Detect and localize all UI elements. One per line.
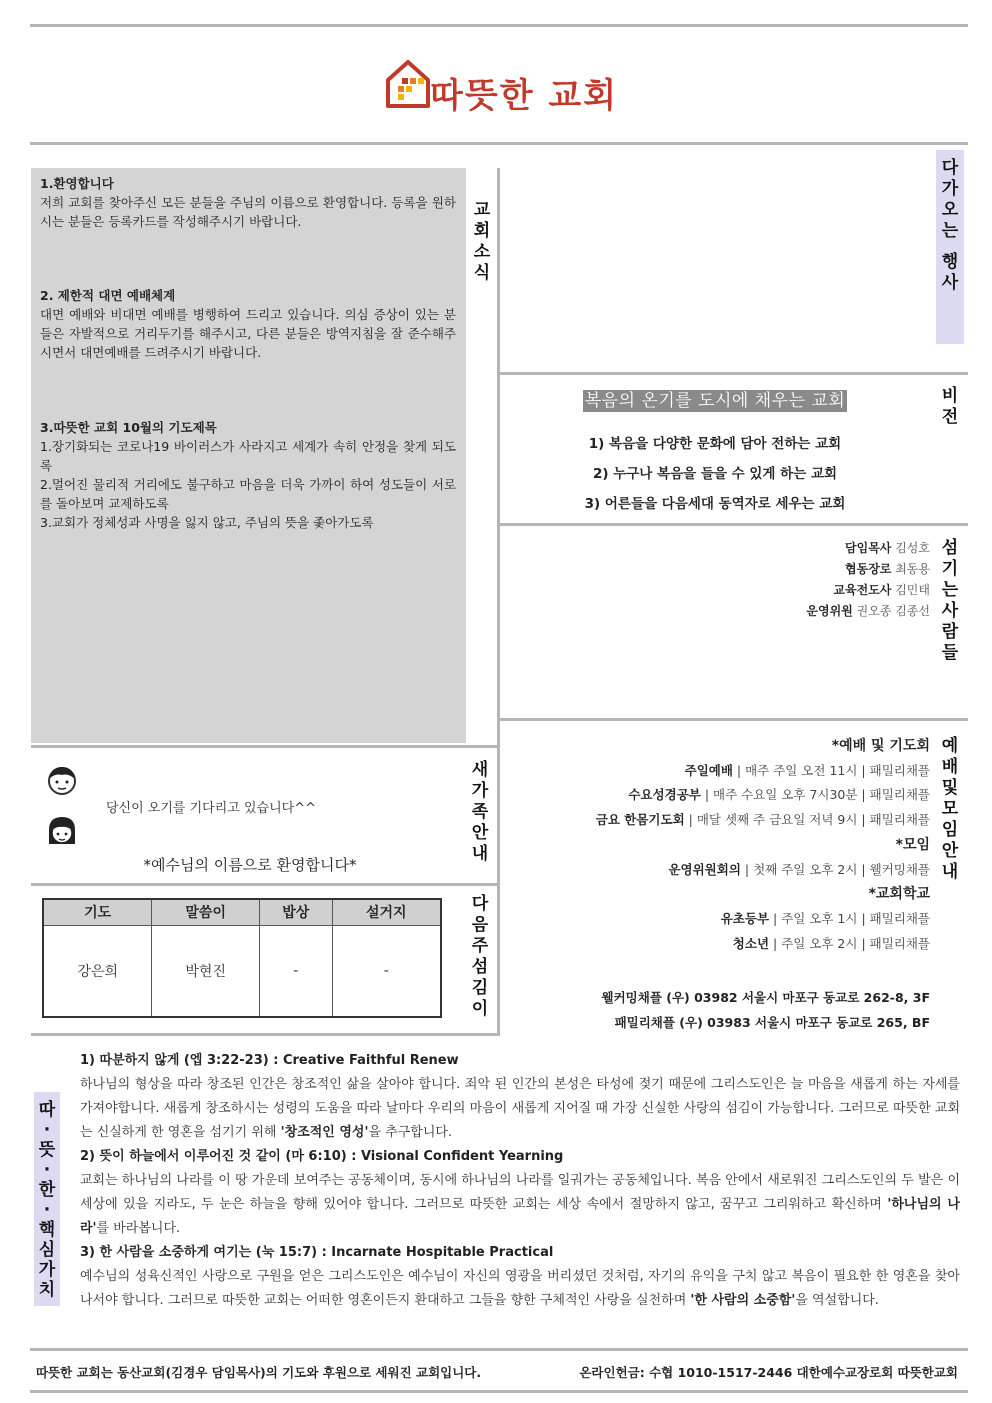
vision-headline-wrap [500,386,930,411]
servers-rule [500,718,968,721]
events-label: 다 가 오 는 행 사 [941,158,959,293]
servers-list [600,538,930,622]
core-title-2: 2) 뜻이 하늘에서 이루어진 것 같이 (마 6:10) : Visional Confident Yearning [80,1149,564,1164]
table-cell: - [332,925,441,1017]
meeting-section-title: *모임 [895,836,930,853]
core-title-3: 3) 한 사람을 소중하게 여기는 (눅 15:7) : Incarnate Hospitable Practical [80,1245,554,1260]
nextweek-table-wrap [42,898,442,1018]
server-row: 담임목사 김성호 [845,541,930,555]
vision-item: 1) 복음을 다양한 문화에 담아 전하는 교회 [588,436,842,452]
server-row: 교육전도사 김민태 [833,583,930,597]
news-content-2 [40,286,456,362]
meeting-row: 운영위원회의 | 첫째 주일 오후 2시 | 웰커밍채플 [668,861,930,877]
news-body-1: 저희 교회를 찾아주신 모든 분들을 주님의 이름으로 환영합니다. 등록을 원하시는 분들은 등록카드를 작성해주시기 바랍니다. [40,195,456,229]
church-logo [384,56,619,116]
table-cell: 박현진 [152,925,260,1017]
newfamily-top-rule [31,745,497,748]
prayer-item: 2.멀어진 물리적 거리에도 불구하고 마음을 더욱 가까이 하여 성도들이 서로를 돌아보며 교제하도록 [40,477,456,511]
server-row: 운영위원 권오종 김종선 [806,604,930,618]
news-label: 교 회 소 식 [473,200,491,283]
vision-item: 3) 어른들을 다음세대 동역자로 세우는 교회 [584,496,846,512]
logo-text: 따뜻한 교회 [430,76,619,116]
news-title-2: 2. 제한적 대면 예배체계 [40,288,176,303]
core-values [80,1049,960,1313]
footer-bottom-rule [30,1390,968,1393]
core-body-2: 교회는 하나님의 나라를 이 땅 가운데 보여주는 공동체이며, 동시에 하나님의 나라를 일궈가는 공동체입니다. 복음 안에서 새로워진 그리스도인의 두 발은 이 세상에 있을 지라도, 두 눈은 하늘을 향해 있어야 합니다. 그러므로 따뜻한 교회는 세상 속에서 절망하지 않고, 꿈꾸고 그리워하고 확신하며 '하나님의 나라'를 바라봅니다. [80,1173,960,1236]
girl-icon [46,814,78,850]
boy-icon [46,764,78,798]
footer-left: 따뜻한 교회는 동산교회(김경우 담임목사)의 기도와 후원으로 세워진 교회입니다. [36,1365,482,1380]
vision-item: 2) 누구나 복음을 들을 수 있게 하는 교회 [592,466,838,482]
vision-rule [500,523,968,526]
footer-top-rule [30,1348,968,1351]
address-block [520,986,930,1035]
servers-label: 섬 기 는 사 람 들 [941,538,959,663]
news-content [40,174,456,231]
worship-label: 예 배 및 모 임 안 내 [941,736,959,882]
worship-row: 금요 한몸기도회 | 매달 셋째 주 금요일 저녁 9시 | 패밀리채플 [595,812,930,828]
nextweek-bottom-rule [31,1033,500,1036]
worship-row: 수요성경공부 | 매주 수요일 오후 7시30분 | 패밀리채플 [628,787,930,803]
newfamily-label: 새 가 족 안 내 [471,760,489,864]
news-body-2: 대면 예배와 비대면 예배를 병행하여 드리고 있습니다. 의심 증상이 있는 분들은 자발적으로 거리두기를 해주시고, 다른 분들은 방역지침을 잘 준수해주시면서 대면예배를 드려주시기 바랍니다. [40,307,456,360]
core-body-1: 하나님의 형상을 따라 창조된 인간은 창조적인 삶을 살아야 합니다. 죄악 된 인간의 본성은 타성에 젖기 때문에 그리스도인은 늘 마음을 새롭게 하는 자세를 가져야합니다. 새롭게 창조하시는 성령의 도움을 따라 날마다 우리의 마음이 새롭게 지어질 때 가장 신실한 사랑의 섬김이 가능합니다. 그러므로 따뜻한 교회는 신실하게 한 영혼을 섬기기 위해 '창조적인 영성'을 추구합니다. [80,1077,960,1140]
house-icon [384,58,432,110]
table-cell: - [259,925,332,1017]
table-header: 기도 [43,899,152,925]
header-rule [30,142,968,145]
vision-label: 비 전 [941,386,959,427]
school-row: 청소년 | 주일 오후 2시 | 패밀리채플 [732,935,930,951]
events-rule [500,372,968,375]
table-header: 말씀이 [152,899,260,925]
news-content-3 [40,418,456,532]
core-title-1: 1) 따분하지 않게 (엡 3:22-23) : Creative Faithful Renew [80,1053,459,1068]
worship-section-title: *예배 및 기도회 [831,738,930,754]
news-title-1: 1.환영합니다 [40,176,114,191]
news-title-3: 3.따뜻한 교회 10월의 기도제목 [40,420,217,435]
worship-row: 주일예배 | 매주 주일 오전 11시 | 패밀리채플 [684,762,930,778]
prayer-item: 1.장기화되는 코로나19 바이러스가 사라지고 세계가 속히 안정을 찾게 되도록 [40,439,456,473]
address-family: 패밀리채플 (우) 03983 서울시 마포구 동교로 265, BF [614,1014,930,1030]
worship-list [520,734,930,956]
vision-headline: 복음의 온기를 도시에 채우는 교회 [584,391,846,411]
top-rule [30,24,968,27]
school-row: 유초등부 | 주일 오후 1시 | 패밀리채플 [720,910,930,926]
core-label: 따 · 뜻 · 한 · 핵 심 가 치 [38,1100,56,1300]
table-header: 설거지 [332,899,441,925]
core-body-3: 예수님의 성육신적인 사랑으로 구원을 얻은 그리스도인은 예수님이 자신의 영광을 버리셨던 것처럼, 자기의 유익을 구치 않고 복음이 필요한 한 영혼을 찾아 나서야 합니다. 그러므로 따뜻한 교회는 어떠한 영혼이든지 환대하고 그들을 향한 구체적인 사랑을 실천하며 '한 사람의 소중함'을 역설합니다. [80,1269,960,1308]
table-cell: 강은희 [43,925,152,1017]
school-section-title: *교회학교 [868,886,930,903]
table-header: 밥상 [259,899,332,925]
prayer-item: 3.교회가 정체성과 사명을 잃지 않고, 주님의 뜻을 좇아가도록 [40,515,374,530]
column-divider [497,168,500,1036]
nextweek-table [42,898,442,1018]
server-row: 협동장로 최동용 [845,562,930,576]
vision-list [500,432,930,522]
newfamily-welcome: *예수님의 이름으로 환영합니다* [143,856,357,874]
footer-right: 온라인헌금: 수협 1010-1517-2446 대한예수교장로회 따뜻한교회 [579,1365,958,1380]
address-welcoming: 웰커밍채플 (우) 03982 서울시 마포구 동교로 262-8, 3F [601,990,930,1005]
newfamily-message: 당신이 오기를 기다리고 있습니다^^ [106,801,316,816]
newfamily-bottom-rule [31,883,497,886]
nextweek-label: 다 음 주 섬 김 이 [471,894,489,1019]
